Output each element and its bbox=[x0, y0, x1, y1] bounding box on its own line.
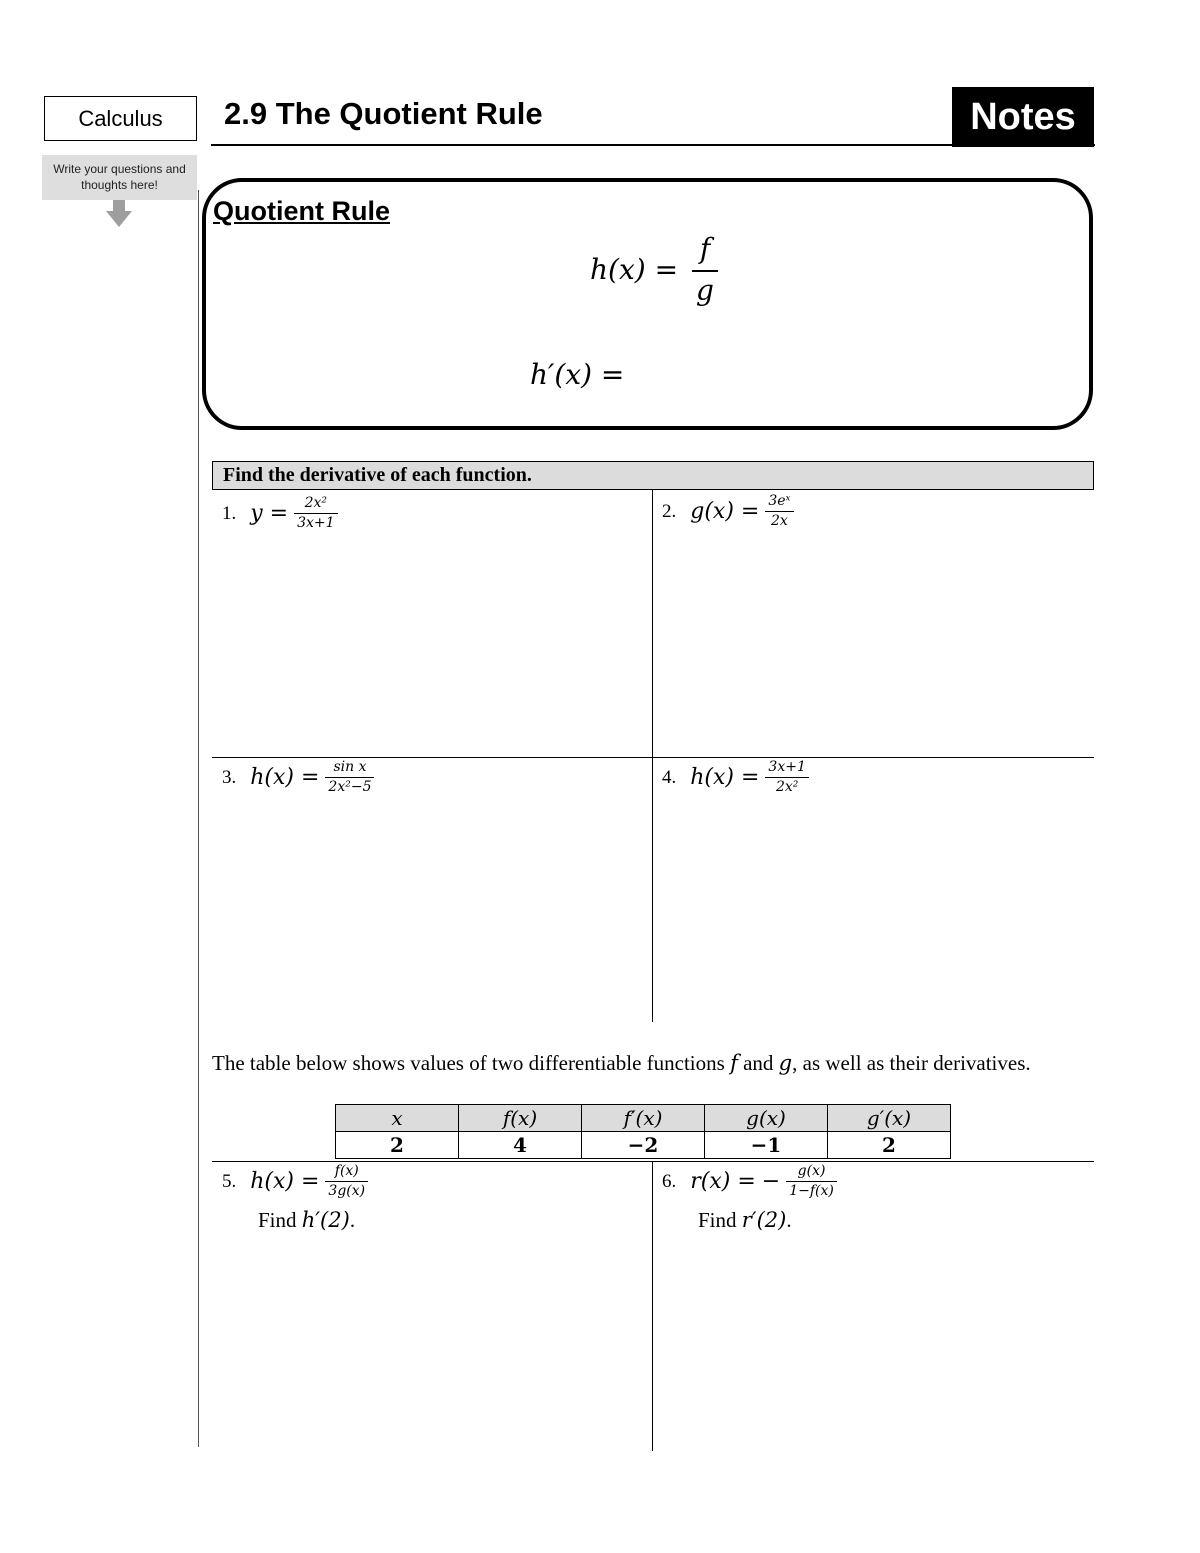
rule-definition-lhs: h(x) = bbox=[590, 253, 679, 286]
fraction-numerator: 3x+1 bbox=[768, 759, 806, 775]
rule-definition-fraction bbox=[692, 232, 718, 307]
problem-fraction bbox=[294, 496, 337, 531]
problem-sign: − bbox=[761, 1169, 781, 1194]
table-header-cell: f′(x) bbox=[582, 1105, 705, 1132]
fraction-denominator: 2x² bbox=[775, 779, 799, 795]
rule-denominator: g bbox=[696, 274, 714, 307]
fraction-denominator: 2x²−5 bbox=[328, 779, 372, 795]
fraction-denominator: 3g(x) bbox=[328, 1183, 366, 1199]
fraction-bar bbox=[765, 777, 808, 778]
table-header-cell: f(x) bbox=[459, 1105, 582, 1132]
grid-divider-horizontal bbox=[212, 757, 1094, 758]
find-label: Find bbox=[258, 1208, 302, 1232]
page-title: 2.9 The Quotient Rule bbox=[224, 96, 543, 131]
problem-5-find bbox=[258, 1208, 355, 1233]
notes-badge: Notes bbox=[952, 87, 1094, 147]
grid-divider-vertical bbox=[652, 1161, 653, 1451]
rule-heading: Quotient Rule bbox=[213, 196, 390, 226]
down-arrow-head-icon bbox=[106, 211, 132, 227]
find-expression: r′(2) bbox=[741, 1208, 787, 1232]
problem-number: 3. bbox=[222, 766, 237, 788]
problem-fraction bbox=[765, 760, 808, 795]
grid-divider-vertical bbox=[652, 490, 653, 1022]
problem-lhs: g(x) = bbox=[690, 499, 760, 524]
table-cell: −1 bbox=[705, 1132, 828, 1159]
find-expression: h′(2) bbox=[301, 1208, 350, 1232]
course-label: Calculus bbox=[44, 96, 197, 141]
problem-6 bbox=[662, 1164, 837, 1199]
intro-text-end: , as well as their derivatives. bbox=[792, 1051, 1031, 1075]
problem-fraction bbox=[325, 760, 374, 795]
problem-lhs: r(x) = bbox=[690, 1169, 756, 1194]
table-header-cell: g′(x) bbox=[828, 1105, 951, 1132]
fraction-bar bbox=[294, 513, 337, 514]
problem-2 bbox=[662, 494, 794, 529]
problem-6-find bbox=[698, 1208, 792, 1233]
table-row bbox=[336, 1132, 951, 1159]
problem-4 bbox=[662, 760, 809, 795]
fraction-bar bbox=[765, 511, 793, 512]
intro-text: The table below shows values of two differentiable functions bbox=[212, 1051, 731, 1075]
table-intro bbox=[212, 1050, 1052, 1077]
side-note: Write your questions and thoughts here! bbox=[42, 155, 197, 200]
fraction-denominator: 2x bbox=[771, 513, 788, 529]
fraction-bar bbox=[325, 777, 374, 778]
problem-number: 4. bbox=[662, 766, 677, 788]
find-end: . bbox=[349, 1208, 356, 1232]
problem-number: 1. bbox=[222, 502, 237, 524]
fraction-denominator: 1−f(x) bbox=[789, 1183, 834, 1199]
table-header-cell: g(x) bbox=[705, 1105, 828, 1132]
fraction-bar bbox=[325, 1181, 368, 1182]
problem-3 bbox=[222, 760, 374, 795]
problem-1 bbox=[222, 496, 338, 531]
values-table bbox=[335, 1104, 951, 1159]
table-cell: 2 bbox=[336, 1132, 459, 1159]
intro-f: f bbox=[730, 1051, 738, 1075]
table-cell: 2 bbox=[828, 1132, 951, 1159]
problem-number: 6. bbox=[662, 1170, 677, 1192]
intro-g: g bbox=[778, 1051, 793, 1075]
grid-divider-horizontal bbox=[212, 1161, 1094, 1162]
find-label: Find bbox=[698, 1208, 742, 1232]
margin-divider bbox=[198, 190, 199, 1447]
fraction-bar bbox=[786, 1181, 837, 1182]
problem-lhs: h(x) = bbox=[250, 765, 320, 790]
fraction-numerator: 2x² bbox=[304, 495, 328, 511]
problem-lhs: h(x) = bbox=[690, 765, 760, 790]
problem-number: 2. bbox=[662, 500, 677, 522]
fraction-numerator: f(x) bbox=[334, 1163, 359, 1179]
section-header: Find the derivative of each function. bbox=[212, 461, 1094, 490]
table-header-row bbox=[336, 1105, 951, 1132]
problem-fraction bbox=[786, 1164, 837, 1199]
find-end: . bbox=[786, 1208, 792, 1232]
problem-number: 5. bbox=[222, 1170, 237, 1192]
table-cell: 4 bbox=[459, 1132, 582, 1159]
intro-and: and bbox=[737, 1051, 779, 1075]
problem-fraction bbox=[325, 1164, 368, 1199]
problem-lhs: y = bbox=[250, 501, 289, 526]
problem-lhs: h(x) = bbox=[250, 1169, 320, 1194]
problem-fraction bbox=[765, 494, 793, 529]
fraction-numerator: 3eˣ bbox=[768, 493, 791, 509]
fraction-denominator: 3x+1 bbox=[297, 515, 335, 531]
rule-numerator: f bbox=[699, 232, 711, 265]
table-cell: −2 bbox=[582, 1132, 705, 1159]
table-header-cell: x bbox=[336, 1105, 459, 1132]
rule-derivative-lhs: h′(x) = bbox=[530, 358, 625, 391]
problem-5 bbox=[222, 1164, 368, 1199]
fraction-bar bbox=[692, 270, 718, 272]
fraction-numerator: g(x) bbox=[797, 1163, 826, 1179]
fraction-numerator: sin x bbox=[333, 759, 367, 775]
